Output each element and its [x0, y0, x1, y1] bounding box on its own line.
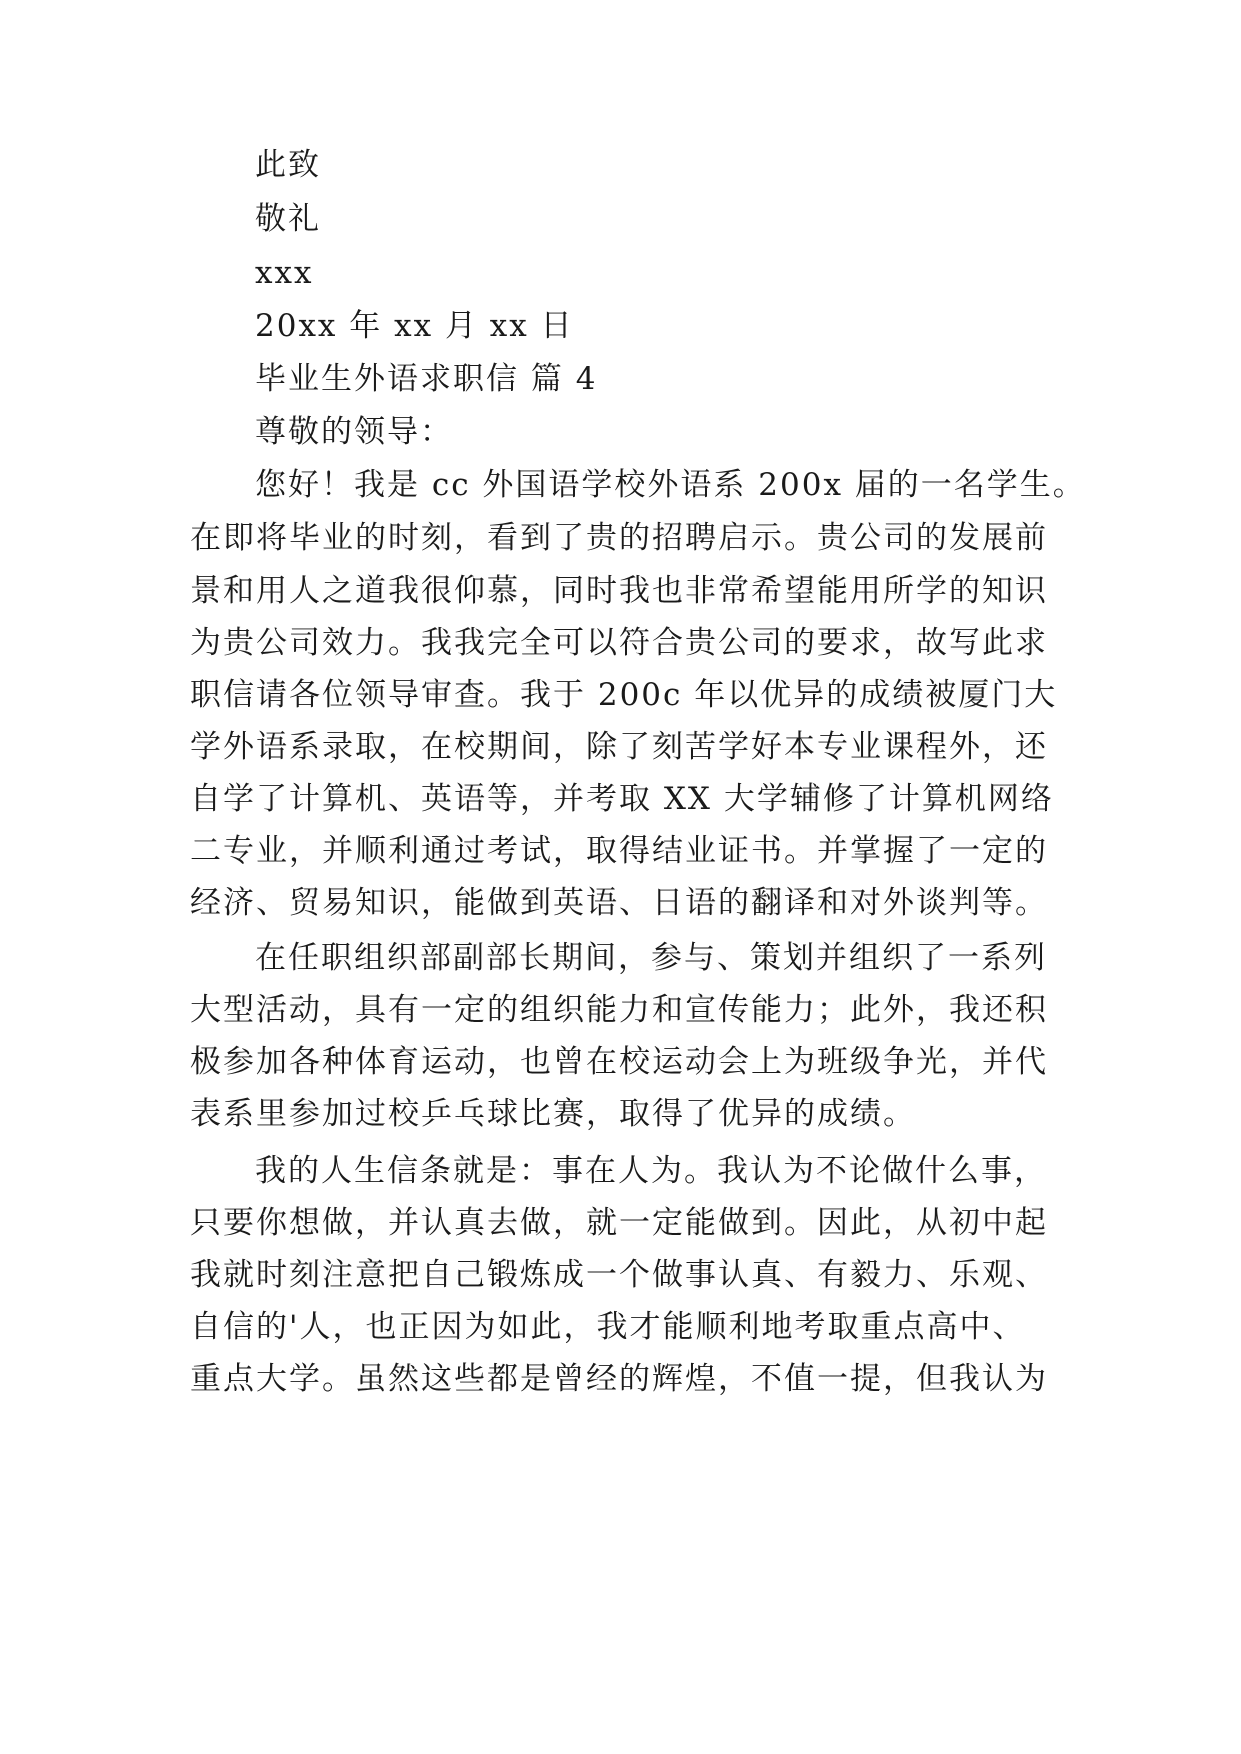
section-title: 毕业生外语求职信 篇 4 [255, 361, 598, 397]
paragraph-line: 在任职组织部副部长期间，参与、策划并组织了一系列 [255, 940, 1047, 976]
paragraph-line: 在即将毕业的时刻，看到了贵的招聘启示。贵公司的发展前 [190, 520, 1048, 556]
paragraph-line: 经济、贸易知识，能做到英语、日语的翻译和对外谈判等。 [190, 885, 1048, 921]
paragraph-line: 大型活动，具有一定的组织能力和宣传能力；此外，我还积 [190, 992, 1048, 1028]
greeting: 尊敬的领导： [255, 414, 453, 450]
paragraph-line: 自信的'人，也正因为如此，我才能顺利地考取重点高中、 [190, 1309, 1026, 1345]
paragraph-line: 职信请各位领导审查。我于 200c 年以优异的成绩被厦门大 [190, 677, 1058, 713]
paragraph-line: 我就时刻注意把自己锻炼成一个做事认真、有毅力、乐观、 [190, 1257, 1048, 1293]
paragraph-line: 您好！我是 cc 外国语学校外语系 200x 届的一名学生。 [255, 467, 1086, 503]
paragraph-line: 为贵公司效力。我我完全可以符合贵公司的要求，故写此求 [190, 625, 1048, 661]
paragraph-line: 只要你想做，并认真去做，就一定能做到。因此，从初中起 [190, 1205, 1048, 1241]
paragraph-line: 表系里参加过校乒乓球比赛，取得了优异的成绩。 [190, 1096, 916, 1132]
closing-regards: 敬礼 [255, 201, 321, 237]
paragraph-line: 自学了计算机、英语等，并考取 XX 大学辅修了计算机网络 [190, 781, 1054, 817]
date-line: 20xx 年 xx 月 xx 日 [255, 308, 574, 344]
paragraph-line: 重点大学。虽然这些都是曾经的辉煌，不值一提，但我认为 [190, 1361, 1048, 1397]
paragraph-line: 二专业，并顺利通过考试，取得结业证书。并掌握了一定的 [190, 833, 1048, 869]
paragraph-line: 我的人生信条就是：事在人为。我认为不论做什么事， [255, 1153, 1047, 1189]
paragraph-line: 极参加各种体育运动，也曾在校运动会上为班级争光，并代 [190, 1044, 1048, 1080]
paragraph-line: 景和用人之道我很仰慕，同时我也非常希望能用所学的知识 [190, 573, 1048, 609]
signature: xxx [255, 255, 314, 291]
paragraph-line: 学外语系录取，在校期间，除了刻苦学好本专业课程外，还 [190, 729, 1048, 765]
closing-salutation: 此致 [255, 147, 321, 183]
